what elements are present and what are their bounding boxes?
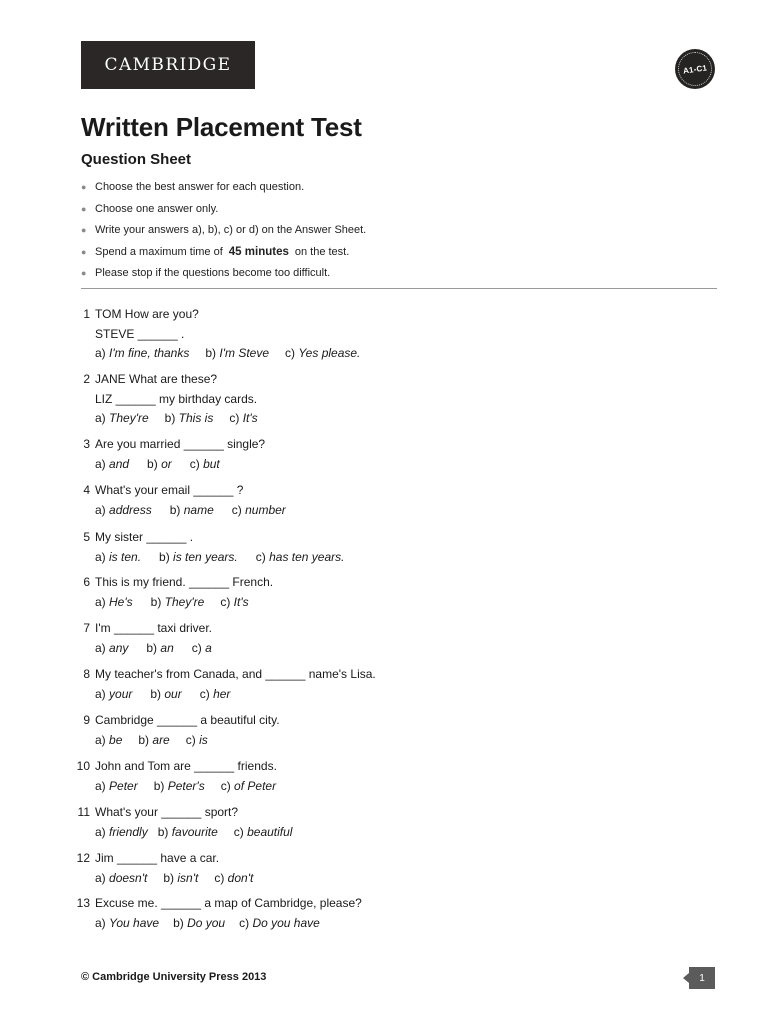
answer-option (95, 346, 189, 360)
option-text: Do you have (252, 915, 320, 930)
question-text: Excuse me. ______ a map of Cambridge, please? (95, 896, 362, 910)
question-number: 7 (83, 621, 90, 635)
answer-option (234, 825, 293, 839)
option-letter: b) (163, 870, 175, 885)
option-letter: b) (173, 915, 184, 930)
answer-option (95, 550, 141, 564)
option-letter: b) (147, 456, 158, 471)
option-text: I'm Steve (219, 346, 269, 360)
option-text: isn't (177, 870, 199, 885)
option-letter: a) (95, 870, 106, 885)
answer-option (214, 871, 253, 885)
instruction-text-after: on the test. (294, 245, 350, 258)
question-text: My sister ______ . (95, 530, 194, 544)
option-letter: a) (95, 346, 106, 360)
option-text: your (109, 686, 133, 701)
option-letter: c) (220, 778, 231, 793)
page-number-text: 1 (699, 972, 705, 984)
option-text: is ten. (109, 549, 142, 564)
bullet-icon: ● (81, 246, 87, 257)
level-badge (675, 49, 715, 89)
bullet-icon: ● (81, 268, 87, 279)
question-number: 4 (83, 483, 90, 497)
option-text: It's (242, 411, 258, 425)
option-letter: c) (233, 824, 244, 839)
option-letter: b) (153, 778, 165, 793)
answer-option (95, 457, 129, 471)
instruction-text: Choose one answer only. (95, 202, 219, 215)
option-text: You have (109, 915, 160, 930)
option-letter: b) (138, 732, 150, 747)
option-letter: b) (150, 594, 162, 609)
option-letter: c) (185, 732, 196, 747)
bullet-icon: ● (81, 182, 87, 192)
option-letter: a) (95, 915, 106, 930)
option-letter: c) (214, 870, 225, 885)
question-text: STEVE ______ . (95, 326, 185, 341)
question-number: 9 (83, 713, 90, 727)
instruction-text-before: Spend a maximum time of (95, 245, 223, 258)
cambridge-logo (81, 41, 255, 89)
answer-option (192, 641, 212, 655)
question-text: What's your email ______ ? (95, 483, 244, 497)
option-letter: a) (95, 549, 106, 564)
question-text: What's your ______ sport? (95, 805, 239, 819)
answer-option (256, 550, 345, 564)
instruction-item (81, 264, 366, 286)
option-letter: c) (285, 346, 295, 360)
option-letter: c) (255, 549, 266, 564)
answer-options (95, 916, 334, 930)
option-letter: c) (199, 686, 210, 701)
answer-option (165, 411, 214, 425)
option-text: name (183, 502, 214, 517)
question-text: I'm ______ taxi driver. (95, 621, 213, 635)
answer-option (221, 779, 276, 793)
answer-option (95, 595, 133, 609)
answer-option (147, 457, 172, 471)
option-text: but (203, 456, 220, 471)
question-text: Are you married ______ single? (95, 437, 266, 451)
option-text: number (245, 502, 286, 517)
option-text: favourite (171, 824, 218, 839)
answer-option (138, 733, 169, 747)
page-subtitle: Question Sheet (81, 151, 192, 168)
answer-options (95, 779, 290, 793)
instruction-text: Please stop if the questions become too difficult. (95, 267, 331, 280)
option-text: beautiful (247, 824, 293, 839)
answer-options (95, 733, 222, 747)
option-text: I'm fine, thanks (109, 346, 190, 360)
page-title: Written Placement Test (81, 112, 362, 142)
option-text: has ten years. (269, 549, 345, 564)
option-letter: a) (95, 732, 106, 747)
question-number: 10 (76, 759, 90, 773)
option-letter: c) (239, 915, 250, 930)
bullet-icon: ● (81, 225, 87, 236)
question-number: 12 (76, 851, 90, 865)
logo-text: CAMBRIDGE (104, 55, 232, 75)
option-text: of Peter (234, 778, 277, 793)
answer-options (95, 687, 244, 701)
answer-option (95, 916, 159, 930)
option-text: Peter's (167, 778, 205, 793)
answer-option (95, 733, 122, 747)
answer-option (173, 916, 225, 930)
answer-option (95, 641, 128, 655)
option-text: doesn't (109, 870, 148, 885)
option-text: Do you (187, 915, 226, 930)
answer-options (95, 871, 267, 885)
option-text: her (213, 686, 231, 701)
instruction-item (81, 221, 366, 243)
answer-options (95, 457, 234, 471)
option-text: is ten years. (173, 549, 238, 564)
answer-option (229, 411, 257, 425)
question-number: 8 (83, 667, 90, 681)
answer-options (95, 503, 300, 517)
option-text: He's (109, 594, 133, 609)
answer-option (186, 733, 208, 747)
option-text: are (152, 732, 170, 747)
option-text: an (160, 640, 174, 655)
answer-option (200, 687, 231, 701)
option-letter: b) (146, 640, 158, 655)
option-text: or (161, 456, 172, 471)
answer-option (220, 595, 248, 609)
option-letter: c) (231, 502, 242, 517)
answer-option (232, 503, 286, 517)
answer-option (95, 411, 149, 425)
question-text: Cambridge ______ a beautiful city. (95, 713, 280, 727)
option-text: friendly (109, 824, 148, 839)
answer-option (190, 457, 220, 471)
question-number: 6 (83, 575, 90, 589)
option-letter: c) (191, 640, 202, 655)
question-text: My teacher's from Canada, and ______ name's Lisa. (95, 667, 376, 681)
option-letter: c) (220, 594, 231, 609)
option-text: be (109, 732, 123, 747)
answer-options (95, 825, 306, 839)
instruction-item (81, 178, 366, 200)
option-text: It's (233, 594, 249, 609)
page-number (689, 967, 715, 989)
copyright: © Cambridge University Press 2013 (81, 971, 267, 983)
bullet-icon: ● (81, 203, 87, 214)
answer-options (95, 411, 272, 425)
answer-options (95, 346, 374, 360)
instruction-text: Write your answers a), b), c) or d) on the Answer Sheet. (95, 224, 367, 237)
instruction-item (81, 200, 366, 222)
answer-option (95, 825, 148, 839)
option-letter: b) (157, 824, 169, 839)
question-text: John and Tom are ______ friends. (95, 759, 277, 773)
question-number: 2 (83, 372, 90, 386)
option-letter: a) (95, 778, 106, 793)
option-text: a (205, 640, 212, 655)
answer-option (95, 503, 152, 517)
option-text: Peter (109, 778, 138, 793)
answer-option (205, 346, 269, 360)
instruction-text: Choose the best answer for each question. (95, 181, 305, 193)
answer-option (159, 550, 238, 564)
option-letter: a) (95, 411, 106, 425)
option-letter: a) (95, 456, 106, 471)
option-letter: c) (229, 411, 240, 425)
option-letter: a) (95, 824, 106, 839)
question-text: Jim ______ have a car. (95, 851, 220, 865)
question-number: 5 (83, 530, 90, 544)
option-text: don't (227, 870, 254, 885)
answer-options (95, 595, 263, 609)
instruction-time-emphasis: 45 minutes (228, 245, 289, 258)
option-letter: c) (189, 456, 200, 471)
option-letter: b) (164, 411, 176, 425)
answer-option (285, 346, 360, 360)
option-letter: b) (169, 502, 181, 517)
option-letter: a) (95, 502, 106, 517)
option-text: This is (178, 411, 214, 425)
answer-option (154, 779, 205, 793)
level-badge-text: A1-C1 (682, 62, 708, 76)
answer-option (239, 916, 320, 930)
instructions-list (81, 178, 366, 286)
answer-option (95, 779, 138, 793)
question-number: 11 (77, 805, 90, 819)
answer-option (158, 825, 218, 839)
instruction-item (81, 243, 366, 265)
question-text: This is my friend. ______ French. (95, 575, 274, 589)
answer-option (146, 641, 173, 655)
option-text: Yes please. (298, 346, 361, 360)
option-text: They're (109, 411, 149, 425)
option-letter: b) (150, 686, 162, 701)
answer-option (151, 595, 205, 609)
divider (81, 288, 717, 289)
question-text: JANE What are these? (95, 372, 218, 386)
question-number: 1 (83, 307, 90, 321)
answer-options (95, 641, 226, 655)
question-number: 3 (83, 437, 90, 451)
option-text: our (164, 686, 182, 701)
answer-option (163, 871, 198, 885)
option-text: any (109, 640, 129, 655)
option-letter: a) (95, 594, 106, 609)
option-letter: b) (205, 346, 217, 360)
option-letter: a) (95, 640, 106, 655)
answer-option (150, 687, 181, 701)
option-text: is (199, 732, 208, 747)
option-letter: b) (159, 549, 170, 564)
option-text: and (109, 456, 130, 471)
answer-option (95, 687, 132, 701)
question-text: LIZ ______ my birthday cards. (95, 391, 258, 406)
answer-options (95, 550, 358, 564)
option-text: address (109, 502, 152, 517)
option-letter: a) (95, 686, 106, 701)
question-text: TOM How are you? (95, 307, 199, 321)
answer-option (170, 503, 214, 517)
question-number: 13 (76, 896, 90, 910)
option-text: They're (164, 594, 205, 609)
answer-option (95, 871, 147, 885)
